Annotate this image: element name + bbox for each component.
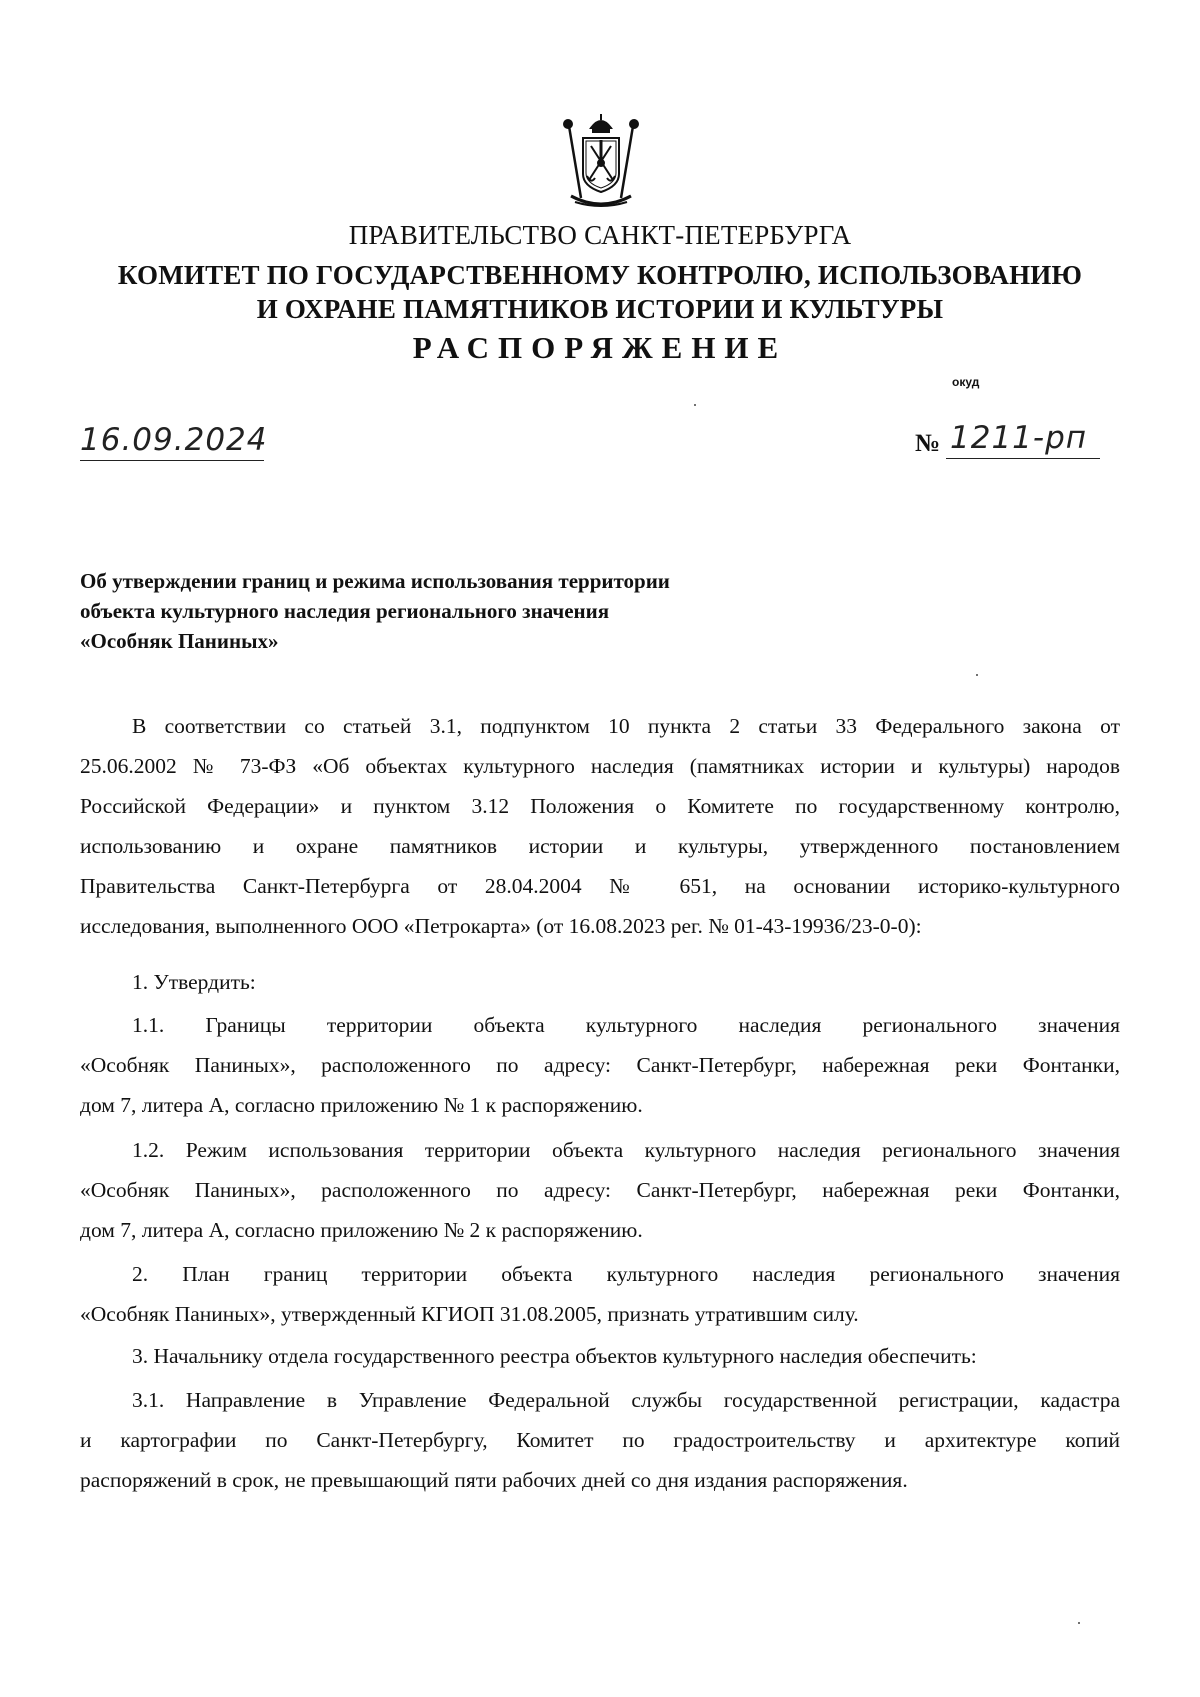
subject-line: «Особняк Паниных» [80,629,279,653]
paragraph-line: 3.1. Направление в Управление Федеральной службы государственной регистрации, кадастра [132,1388,1120,1412]
paragraph-line: 2. План границ территории объекта культурного наследия регионального значения [132,1262,1120,1286]
paragraph-line: «Особняк Паниных», утвержденный КГИОП 31.08.2005, признать утратившим силу. [80,1302,859,1326]
paragraph-line: распоряжений в срок, не превышающий пяти рабочих дней со дня издания распоряжения. [80,1468,908,1492]
paragraph-line: «Особняк Паниных», расположенного по адресу: Санкт-Петербург, набережная реки Фонтанки, [80,1053,1120,1077]
coat-of-arms-icon [555,112,647,212]
paragraph-line: Правительства Санкт-Петербурга от 28.04.2004 № 651, на основании историко-культурного [80,874,1120,898]
scan-speck [976,674,978,676]
paragraph-line: В соответствии со статьей 3.1, подпунктом 10 пункта 2 статьи 33 Федерального закона от [132,714,1120,738]
committee-name-line1: КОМИТЕТ ПО ГОСУДАРСТВЕННОМУ КОНТРОЛЮ, ИСПОЛЬЗОВАНИЮ [117,260,1083,290]
paragraph-line: исследования, выполненного ООО «Петрокарта» (от 16.08.2023 рег. № 01-43-19936/23-0-0): [80,914,922,938]
okud-label: окуд [952,375,980,389]
government-name: ПРАВИТЕЛЬСТВО САНКТ-ПЕТЕРБУРГА [348,220,852,250]
document-subject [80,566,670,656]
paragraph-line: 1.1. Границы территории объекта культурного наследия регионального значения [132,1013,1120,1037]
document-type: РАСПОРЯЖЕНИЕ [412,330,788,365]
preamble-paragraph [80,706,1120,946]
paragraph-line: дом 7, литера А, согласно приложению № 1 к распоряжению. [80,1093,643,1117]
paragraph-line: и картографии по Санкт-Петербургу, Комитет по градостроительству и архитектуре копий [80,1428,1120,1452]
handwritten-number: 1211-рп [946,420,1100,459]
handwritten-date: 16.09.2024 [80,422,264,461]
paragraph-line: Российской Федерации» и пунктом 3.12 Положения о Комитете по государственному контролю, [80,794,1120,818]
subject-line: Об утверждении границ и режима использования территории [80,569,670,593]
item-1-2 [80,1130,1120,1250]
number-sign: № [915,430,941,457]
scan-speck [1078,1622,1080,1624]
item-3 [80,1336,1120,1376]
paragraph-line: 3. Начальнику отдела государственного реестра объектов культурного наследия обеспечить: [132,1344,977,1368]
item-3-1 [80,1380,1120,1500]
paragraph-line: 25.06.2002 № 73-ФЗ «Об объектах культурного наследия (памятниках истории и культуры) народов [80,754,1120,778]
item-2 [80,1254,1120,1334]
committee-name-line2: И ОХРАНЕ ПАМЯТНИКОВ ИСТОРИИ И КУЛЬТУРЫ [256,294,944,324]
paragraph-line: дом 7, литера А, согласно приложению № 2 к распоряжению. [80,1218,643,1242]
paragraph-line: 1.2. Режим использования территории объекта культурного наследия регионального значения [132,1138,1120,1162]
item-1 [80,962,1120,1002]
scan-speck [694,404,696,406]
paragraph-line: «Особняк Паниных», расположенного по адресу: Санкт-Петербург, набережная реки Фонтанки, [80,1178,1120,1202]
item-1-1 [80,1005,1120,1125]
subject-line: объекта культурного наследия регионального значения [80,599,610,623]
paragraph-line: 1. Утвердить: [132,970,256,994]
paragraph-line: использованию и охране памятников истории и культуры, утвержденного постановлением [80,834,1120,858]
